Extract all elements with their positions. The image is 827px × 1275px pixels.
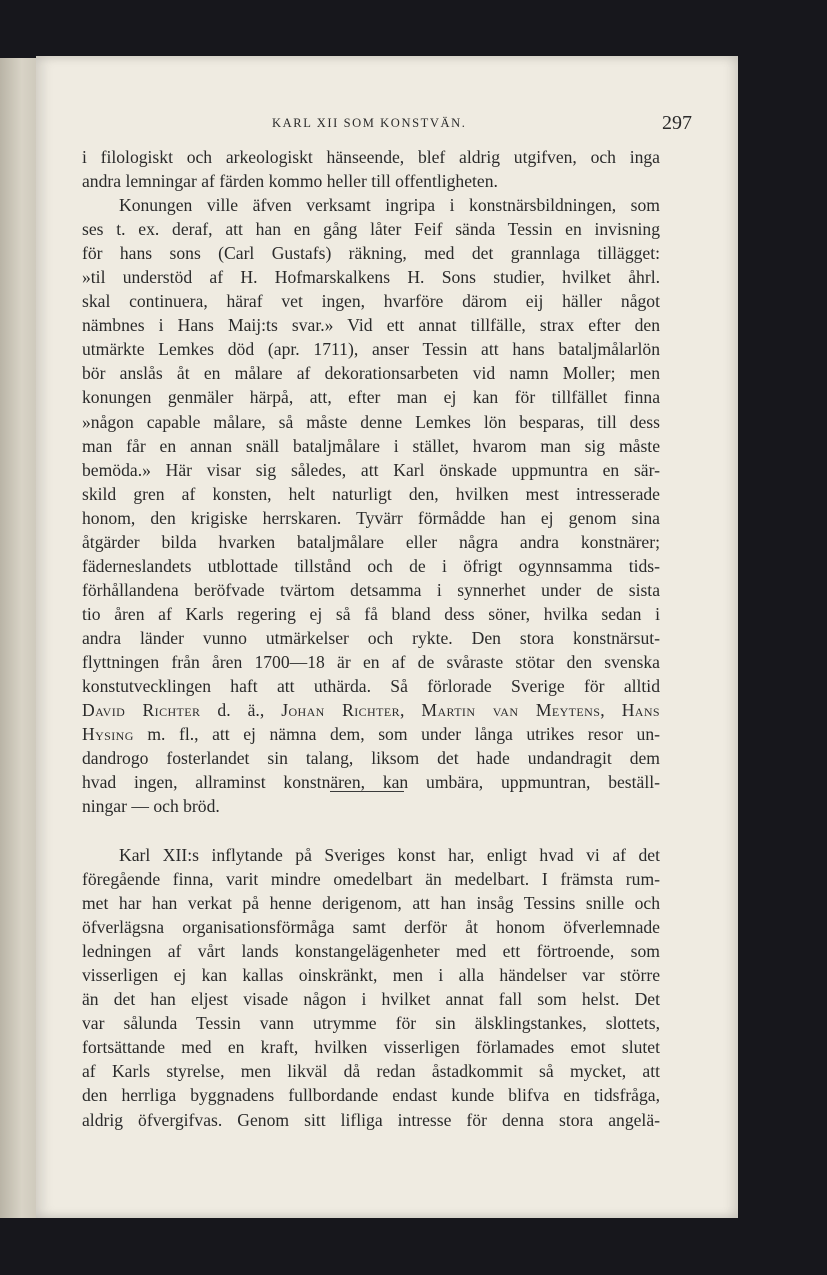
text-line: konungen genmäler härpå, att, efter man ej kan för tillfället finna [82, 387, 660, 408]
page-header [36, 112, 738, 142]
facing-page-edge [0, 58, 37, 1218]
text-line: honom, den krigiske herrskaren. Tyvärr förmådde han ej genom sina [82, 507, 660, 528]
text-line: Konungen ville äfven verksamt ingripa i konstnärsbildningen, som [119, 195, 660, 216]
text-line: föregående finna, varit mindre omedelbart än medelbart. I främsta rum- [82, 869, 660, 890]
text-line: öfverlägsna organisationsförmåga samt derför åt honom öfverlemnade [82, 917, 660, 938]
text-line: Karl XII:s inflytande på Sveriges konst har, enligt hvad vi af det [119, 845, 660, 865]
names-separator: , [600, 700, 622, 721]
text-line: fortsättande med en kraft, hvilken visserligen förlamades emot slutet [82, 1037, 660, 1058]
running-title: KARL XII SOM KONSTVÄN. [272, 116, 467, 130]
text-line: flyttningen från åren 1700—18 är en af de svåraste stötar den svenska [82, 651, 660, 672]
text-line: man får en annan snäll bataljmålare i stället, hvarom man sig måste [82, 435, 660, 456]
book-page [36, 56, 738, 1218]
text-line: utmärkte Lemkes död (apr. 1711), anser Tessin att hans bataljmålarlön [82, 339, 660, 360]
section-divider [330, 791, 404, 792]
text-line: fäderneslandets utblottade tillstånd och de i öfrigt ogynnsamma tids- [82, 555, 660, 576]
text-line: »någon capable målare, så måste denne Lemkes lön besparas, till dess [82, 411, 660, 432]
text-line: var sålunda Tessin vann utrymme för sin älsklingstankes, slottets, [82, 1013, 660, 1034]
name-hans: Hans [621, 700, 660, 721]
text-line: aldrig öfvergifvas. Genom sitt lifliga intresse för denna stora angelä- [82, 1109, 660, 1130]
text-line: af Karls styrelse, men likväl då redan åstadkommit så mycket, att [82, 1061, 660, 1082]
text-line: »til understöd af H. Hofmarskalkens H. Sons studier, hvilket åhrl. [82, 267, 660, 288]
page-number: 297 [662, 112, 692, 134]
text-line: i filologiskt och arkeologiskt hänseende, blef aldrig utgifven, och inga [82, 147, 660, 167]
name-johan-richter: Johan Richter [281, 700, 400, 721]
text-line: bör anslås åt en målare af dekorationsarbeten vid namn Moller; men [82, 363, 660, 384]
text-line: skild gren af konsten, helt naturligt den, hvilken mest intresserade [82, 483, 660, 504]
text-line: konstutvecklingen haft att uthärda. Så förlorade Sverige för alltid [82, 676, 660, 697]
second-text-block [82, 843, 660, 1132]
text-line: för hans sons (Carl Gustafs) räkning, med det grannlaga tillägget: [82, 243, 660, 264]
text-line: andra lemningar af färden kommo heller till offentligheten. [82, 171, 498, 192]
text-line [82, 722, 660, 746]
text-line: förhållandena beröfvade tvärtom detsamma i synnerhet under de sista [82, 579, 660, 600]
text-line: nämbnes i Hans Maij:ts svar.» Vid ett annat tillfälle, strax efter den [82, 315, 660, 336]
text-line: dandrogo fosterlandet sin talang, liksom det hade undandragit dem [82, 748, 660, 769]
text-line: visserligen ej kan kallas oinskränkt, men i alla händelser var större [82, 965, 660, 986]
text-line: ses t. ex. deraf, att han en gång låter Feif sända Tessin en invisning [82, 219, 660, 240]
main-text-block [82, 145, 660, 818]
text-line: andra länder vunno utmärkelser och rykte. Den stora konstnärsut- [82, 627, 660, 648]
text-line: ledningen af vårt lands konstangelägenheter med ett förtroende, som [82, 941, 660, 962]
names-line [82, 698, 660, 722]
name-david-richter: David Richter [82, 700, 201, 721]
text-line: met har han verkat på henne derigenom, att han insåg Tessins snille och [82, 893, 660, 914]
names-separator: , [400, 700, 422, 721]
text-line: bemöda.» Här visar sig således, att Karl önskade uppmuntra en sär- [82, 459, 660, 480]
text-line: skal continuera, häraf vet ingen, hvarföre därom eij häller något [82, 291, 660, 312]
text-line: tio åren af Karls regering ej så få bland dess söner, hvilka sedan i [82, 603, 660, 624]
text-line: den herrliga byggnadens fullbordande endast kunde blifva en tidsfråga, [82, 1085, 660, 1106]
text-line: åtgärder bilda hvarken bataljmålare eller några andra konstnärer; [82, 531, 660, 552]
text-line-rest: m. fl., att ej nämna dem, som under långa utrikes resor un- [147, 724, 660, 745]
name-hysing: Hysing [82, 724, 134, 745]
name-martin-van-meytens: Martin van Meytens [421, 700, 601, 721]
text-line: än det han eljest visade någon i hvilket annat fall som helst. Det [82, 989, 660, 1010]
names-separator: d. ä., [200, 700, 282, 721]
text-line: hvad ingen, allraminst konstnären, kan umbära, uppmuntran, beställ- [82, 772, 660, 793]
text-line: ningar — och bröd. [82, 796, 220, 817]
